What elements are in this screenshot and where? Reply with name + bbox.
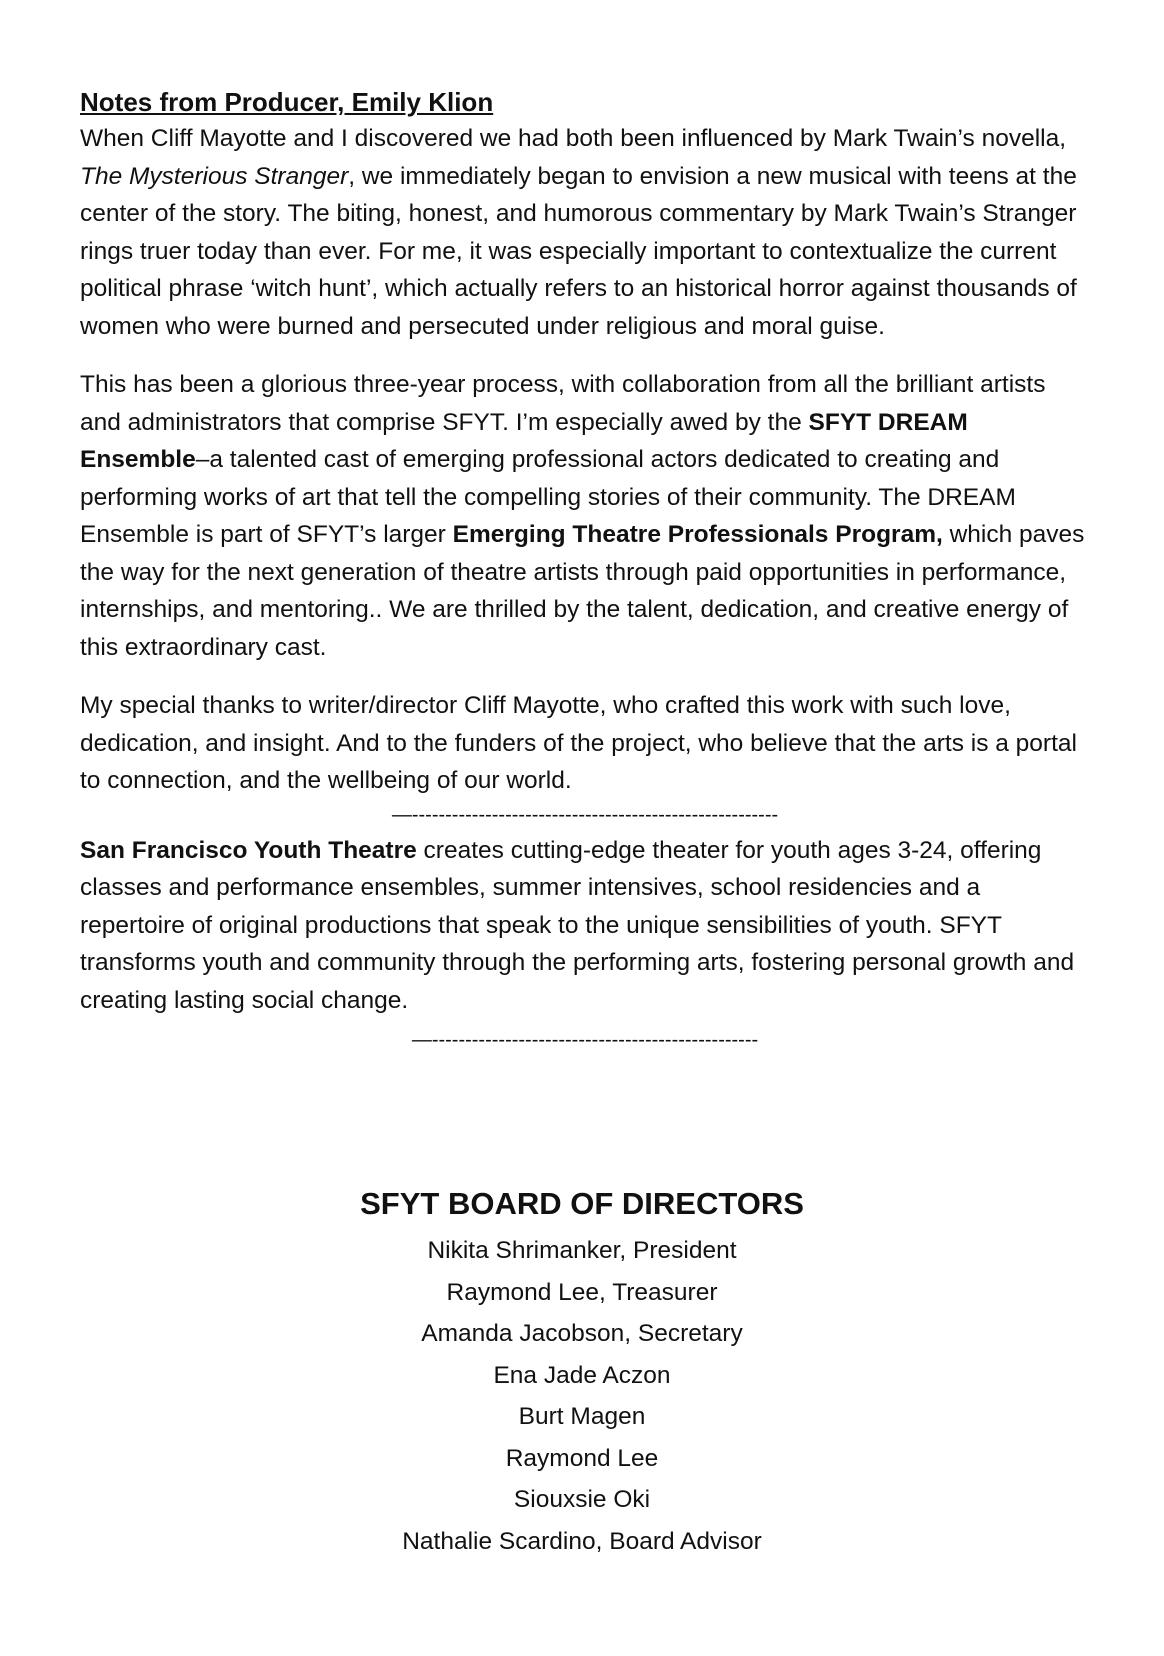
etp-program-bold: Emerging Theatre Professionals Program, [452,521,943,548]
board-member: Siouxsie Oki [513,1486,651,1513]
board-member-list [0,1230,1164,1562]
board-member: Ena Jade Aczon [493,1361,671,1389]
p2-text-c: which paves the way for the next generation of theatre artists through paid opportunities in performance, internships, and mentoring.. We are thrilled by the talent, dedication, and creative energy of this extraordinary cast. [80,521,1085,661]
notes-heading: Notes from Producer, Emily Klion [80,87,494,117]
notes-paragraph-1 [80,120,1090,345]
board-member: Nathalie Scardino, Board Advisor [402,1527,762,1555]
board-section [0,1182,1164,1562]
notes-paragraph-2 [80,366,1090,666]
about-paragraph [80,832,1090,1020]
about-text: creates cutting-edge theater for youth ages 3-24, offering classes and performance ensembles, summer intensives, school residencies and a repertoire of original productions that speak to the unique sensibilities of youth. SFYT transforms youth and community through the performing arts, fostering personal growth and creating lasting social change. [80,836,1075,1014]
board-member: Amanda Jacobson, Secretary [421,1320,743,1347]
divider-1: —------------------------------------------------------- [391,803,779,826]
divider-2: —------------------------------------------------- [411,1029,759,1051]
p2-text-b: –a talented cast of emerging professional actors dedicated to creating and performing works of art that tell the compelling stories of their community. The DREAM Ensemble is part of SFYT’s larger [80,446,1016,548]
document-body [80,84,1090,1057]
board-title: SFYT BOARD OF DIRECTORS [360,1186,804,1221]
board-member: Nikita Shrimanker, President [427,1237,737,1264]
book-title: The Mysterious Stranger [80,162,349,190]
board-member: Raymond Lee [505,1444,659,1472]
board-member: Raymond Lee, Treasurer [446,1278,718,1306]
p1-text-b: , we immediately began to envision a new musical with teens at the center of the story. The biting, honest, and humorous commentary by Mark Twain’s Stranger rings truer today than ever. For me, it was especially important to contextualize the current political phrase ‘witch hunt’, which actually refers to an historical horror against thousands of women who were burned and persecuted under religious and moral guise. [80,162,1077,340]
sfyt-name-bold: San Francisco Youth Theatre [80,836,417,864]
p2-text-a: This has been a glorious three-year process, with collaboration from all the brilliant artists and administrators that comprise SFYT. I’m especially awed by the [80,371,1046,436]
dream-ensemble-bold: SFYT DREAM Ensemble [80,408,968,473]
p1-text-a: When Cliff Mayotte and I discovered we had both been influenced by Mark Twain’s novella, [80,125,1067,152]
board-member: Burt Magen [518,1403,646,1430]
notes-paragraph-3: My special thanks to writer/director Cliff Mayotte, who crafted this work with such love, dedication, and insight. And to the funders of the project, who believe that the arts is a portal to connection, and the wellbeing of our world. [80,692,1077,794]
